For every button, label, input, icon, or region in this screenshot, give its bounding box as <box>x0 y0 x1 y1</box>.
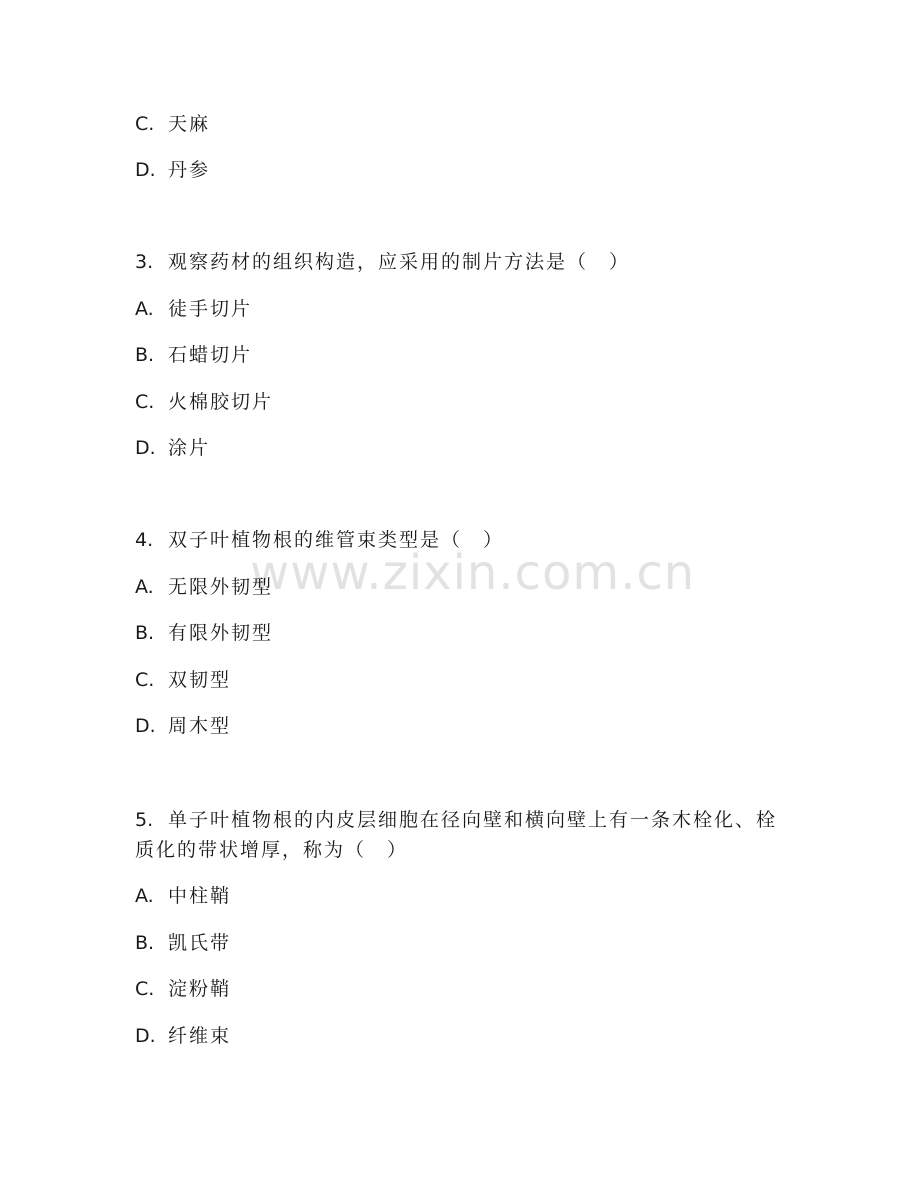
question-number: 5. <box>135 809 154 831</box>
option-label: A. <box>135 576 154 598</box>
q2-option-d <box>135 158 210 182</box>
q5-stem-line1 <box>135 808 777 832</box>
option-label: B. <box>135 622 155 644</box>
option-label: C. <box>135 391 155 413</box>
q4-option-d <box>135 714 231 738</box>
option-text: 天麻 <box>168 113 211 135</box>
option-text: 火棉胶切片 <box>168 391 274 413</box>
q5-option-c <box>135 977 231 1001</box>
q4-option-b <box>135 621 273 645</box>
question-text: 双子叶植物根的维管束类型是（ ） <box>168 529 505 551</box>
option-label: D. <box>135 159 156 181</box>
question-number: 3. <box>135 251 154 273</box>
option-text: 涂片 <box>168 437 211 459</box>
q5-option-d <box>135 1024 231 1048</box>
option-text: 无限外韧型 <box>168 576 274 598</box>
question-number: 4. <box>135 529 154 551</box>
q3-stem <box>135 250 630 274</box>
q2-option-c <box>135 112 210 136</box>
option-label: A. <box>135 885 154 907</box>
question-text: 质化的带状增厚，称为（ ） <box>135 839 409 861</box>
q5-option-b <box>135 931 231 955</box>
q3-option-c <box>135 390 273 414</box>
q5-stem-line2 <box>135 838 408 862</box>
option-label: C. <box>135 669 155 691</box>
q4-stem <box>135 528 504 552</box>
option-label: D. <box>135 715 156 737</box>
option-text: 淀粉鞘 <box>168 978 232 1000</box>
option-text: 纤维束 <box>168 1025 232 1047</box>
option-label: D. <box>135 1025 156 1047</box>
q3-option-b <box>135 343 252 367</box>
option-text: 丹参 <box>168 159 211 181</box>
option-label: B. <box>135 344 155 366</box>
option-label: C. <box>135 978 155 1000</box>
option-label: D. <box>135 437 156 459</box>
q5-option-a <box>135 884 231 908</box>
option-text: 周木型 <box>168 715 232 737</box>
q4-option-c <box>135 668 231 692</box>
option-label: B. <box>135 932 155 954</box>
question-text: 单子叶植物根的内皮层细胞在径向壁和横向壁上有一条木栓化、栓 <box>168 809 778 831</box>
watermark: www.zixin.com.cn <box>250 545 696 601</box>
option-text: 中柱鞘 <box>168 885 232 907</box>
option-text: 双韧型 <box>168 669 232 691</box>
question-text: 观察药材的组织构造，应采用的制片方法是（ ） <box>168 251 631 273</box>
option-text: 凯氏带 <box>168 932 232 954</box>
option-label: A. <box>135 298 154 320</box>
option-text: 石蜡切片 <box>168 344 253 366</box>
q3-option-d <box>135 436 210 460</box>
option-text: 有限外韧型 <box>168 622 274 644</box>
option-label: C. <box>135 113 155 135</box>
q4-option-a <box>135 575 273 599</box>
option-text: 徒手切片 <box>168 298 253 320</box>
q3-option-a <box>135 297 252 321</box>
